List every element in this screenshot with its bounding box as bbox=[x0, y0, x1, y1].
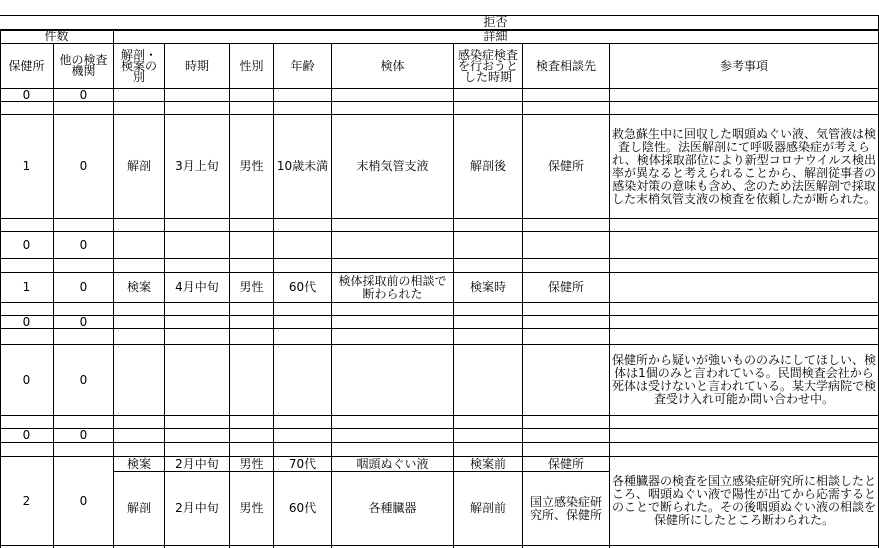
table-cell-age: 70代 bbox=[288, 456, 317, 471]
table-cell-hokenjo: 0 bbox=[22, 428, 31, 442]
table-title: 拒否 bbox=[483, 14, 508, 29]
col-header-type: 解剖・ 検案の 別 bbox=[120, 47, 157, 84]
col-header-sex: 性別 bbox=[239, 58, 264, 73]
table-cell-period: 3月上旬 bbox=[175, 159, 219, 173]
col-header-hokenjo: 保健所 bbox=[8, 58, 45, 73]
table-cell-type: 解剖 bbox=[126, 501, 151, 515]
table-cell-other-lab: 0 bbox=[79, 428, 88, 442]
table-cell-consult: 保健所 bbox=[547, 456, 584, 471]
rejection-table bbox=[0, 15, 879, 548]
table-cell-age: 60代 bbox=[288, 280, 317, 294]
table-cell-other-lab: 0 bbox=[79, 280, 88, 294]
col-header-other-lab: 他の検査 機関 bbox=[59, 53, 108, 78]
table-cell-specimen: 咽頭ぬぐい液 bbox=[356, 456, 429, 471]
table-cell-age: 10歳未満 bbox=[276, 159, 329, 173]
table-cell-specimen: 末梢気管支液 bbox=[356, 159, 429, 173]
table-cell-sex: 男性 bbox=[239, 159, 264, 173]
table-cell-timing: 検案前 bbox=[469, 456, 506, 471]
table-cell-other-lab: 0 bbox=[79, 372, 88, 387]
table-cell-sex: 男性 bbox=[239, 280, 264, 294]
table-cell-sex: 男性 bbox=[239, 501, 264, 515]
table-cell-notes: 各種臓器の検査を国立感染症研究所に相談したところ、咽頭ぬぐい液で陽性が出てから応需するとのことで断られた。その後咽頭ぬぐい液の相談を保健所にしたところ断わられた。 bbox=[612, 474, 877, 527]
table-cell-hokenjo: 1 bbox=[22, 159, 31, 173]
table-cell-timing: 検案時 bbox=[469, 280, 506, 294]
table-cell-type: 検案 bbox=[126, 456, 151, 471]
table-cell-type: 解剖 bbox=[126, 159, 151, 173]
table-cell-period: 4月中旬 bbox=[175, 280, 219, 294]
table-cell-period: 2月中旬 bbox=[175, 456, 219, 471]
col-header-timing: 感染症検査 を行おうと した時期 bbox=[457, 47, 518, 84]
table-cell-other-lab: 0 bbox=[79, 87, 88, 102]
table-cell-specimen: 検体採取前の相談で 断わられた bbox=[338, 273, 447, 301]
table-cell-hokenjo: 2 bbox=[22, 493, 31, 508]
table-cell-other-lab: 0 bbox=[79, 159, 88, 173]
table-cell-other-lab: 0 bbox=[79, 314, 88, 329]
table-cell-consult: 保健所 bbox=[547, 280, 584, 294]
table-cell-timing: 解剖前 bbox=[469, 501, 506, 515]
col-header-age: 年齢 bbox=[290, 58, 315, 73]
table-cell-period: 2月中旬 bbox=[175, 501, 219, 515]
col-header-consult: 検査相談先 bbox=[535, 58, 596, 73]
table-cell-age: 60代 bbox=[288, 501, 317, 515]
table-cell-consult: 国立感染症研 究所、保健所 bbox=[529, 494, 602, 522]
col-header-notes: 参考事項 bbox=[719, 58, 768, 73]
table-cell-other-lab: 0 bbox=[79, 493, 88, 508]
table-cell-hokenjo: 0 bbox=[22, 314, 31, 329]
col-header-period: 時期 bbox=[184, 58, 209, 73]
table-cell-hokenjo: 0 bbox=[22, 372, 31, 387]
table-cell-sex: 男性 bbox=[239, 456, 264, 471]
table-cell-notes: 保健所から疑いが強いもののみにしてほしい、検体は1個のみと言われている。民間検査会社から死体は受けないと言われている。某大学病院で検査受け入れ可能か問い合わせ中。 bbox=[612, 353, 877, 406]
table-cell-notes: 救急蘇生中に回収した咽頭ぬぐい液、気管液は検査し陰性。法医解剖にて呼吸器感染症が考えられ、検体採取部位により新型コロナウイルス検出率が異なると考えられることから、解剖従事者の感染対策の意味も含め、念のため法医解剖で採取した末梢気管支液の検査を依頼したが断られた。 bbox=[612, 126, 877, 206]
table-cell-consult: 保健所 bbox=[547, 159, 584, 173]
table-cell-hokenjo: 0 bbox=[22, 87, 31, 102]
table-cell-hokenjo: 1 bbox=[22, 280, 31, 294]
group-header-detail: 詳細 bbox=[483, 29, 508, 43]
table-cell-hokenjo: 0 bbox=[22, 237, 31, 252]
table-cell-other-lab: 0 bbox=[79, 237, 88, 252]
table-cell-type: 検案 bbox=[126, 280, 151, 294]
col-header-specimen: 検体 bbox=[380, 58, 405, 73]
table-cell-specimen: 各種臓器 bbox=[368, 501, 417, 515]
group-header-count: 件数 bbox=[44, 29, 69, 43]
table-cell-timing: 解剖後 bbox=[469, 159, 506, 173]
